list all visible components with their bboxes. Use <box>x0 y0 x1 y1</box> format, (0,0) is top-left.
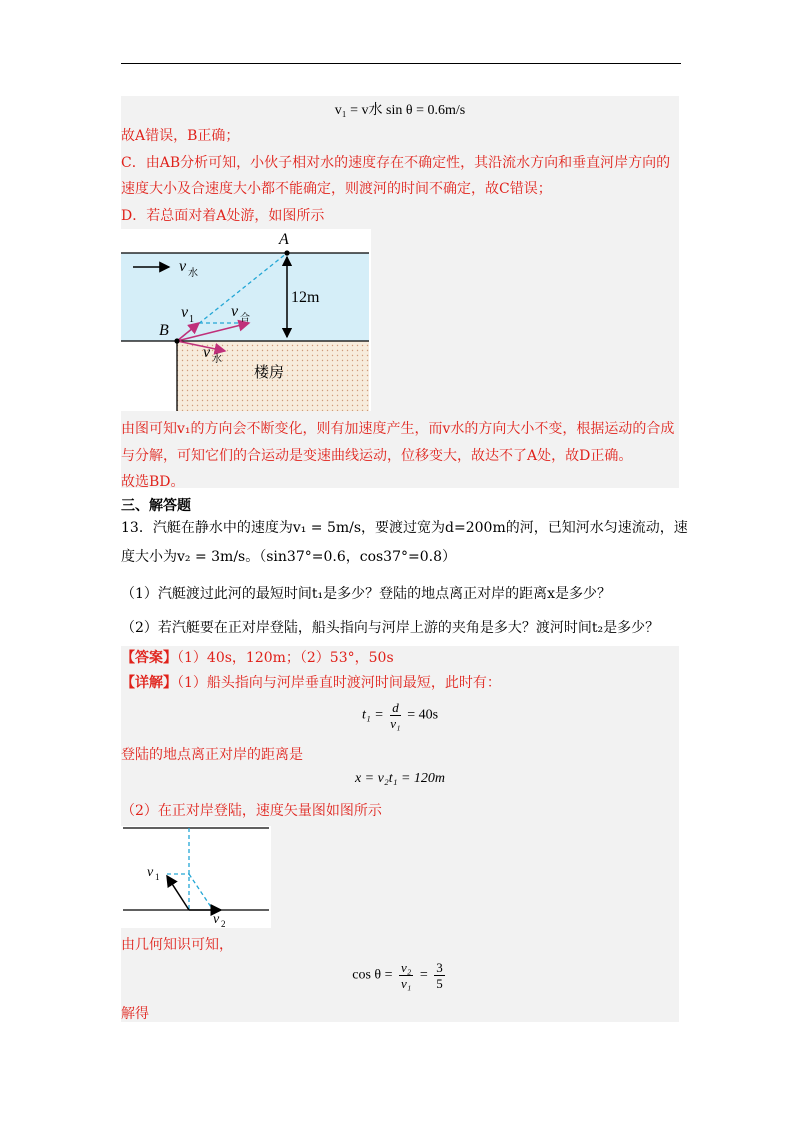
question-part-2: （2）若汽艇要在正对岸登陆，船头指向与河岸上游的夹角是多大？渡河时间t₂是多少？ <box>121 620 660 636</box>
equation-t1: t₁ = $\frac{d}{\text{v₁}}$ = 40s <box>361 700 439 731</box>
point-b-dot <box>174 338 179 343</box>
point-a-dot <box>284 250 289 255</box>
text-line: C．由AB分析可知，小伙子相对水的速度存在不确定性，其沿流水方向和垂直河岸方向的 <box>121 155 671 171</box>
question-line: 度大小为v₂ = 3m/s。（sin37°=0.6，cos37°=0.8） <box>121 549 456 565</box>
answer-text: （1）40s，120m；（2）53°，50s <box>177 650 394 666</box>
text-line: D．若总面对着A处游，如图所示 <box>121 208 325 224</box>
equation-cos: cos θ = $\frac{\text{v₂}}{\text{v₁}}$ = $\frac{3}{5}$ <box>352 960 443 991</box>
label-building: 楼房 <box>254 363 285 381</box>
label-12m: 12m <box>291 289 320 306</box>
label-b: B <box>159 322 169 339</box>
label-a: A <box>279 231 289 248</box>
river-diagram-1 <box>121 229 371 411</box>
equation-v1: v₁ = v水 sin θ = 0.6m/s <box>334 103 466 118</box>
question-part-1: （1）汽艇渡过此河的最短时间t₁是多少？登陆的地点离正对岸的距离x是多少？ <box>121 586 612 602</box>
vector-diagram-2 <box>121 826 271 928</box>
label-v2: v <box>213 912 220 927</box>
text-line: 登陆的地点离正对岸的距离是 <box>121 747 303 763</box>
label-v-he: v <box>231 303 239 320</box>
label-v-he-sub: 合 <box>240 313 250 324</box>
text-line: 故A错误，B正确； <box>121 128 240 144</box>
equation-x: x = v₂t₁ = 120m <box>354 771 446 786</box>
label-v-water: v <box>179 258 187 275</box>
text-line: 速度大小及合速度大小都不能确定，则渡河的时间不确定，故C错误； <box>121 181 552 197</box>
text-line: 由图可知v₁的方向会不断变化，则有加速度产生，而v水的方向大小不变，根据运动的合成 <box>121 421 675 437</box>
label-v-water-sub: 水 <box>188 268 198 279</box>
text-line: 解得 <box>121 1006 149 1022</box>
text-line: 由几何知识可知， <box>121 937 233 953</box>
label-v1: v <box>181 304 189 321</box>
text-line: （2）在正对岸登陆，速度矢量图如图所示 <box>121 803 382 819</box>
label-v1-sub: 1 <box>155 872 160 882</box>
label-v-water-2-sub: 水 <box>212 354 222 365</box>
detail-tag: 【详解】 <box>121 675 177 691</box>
text-line: 与分解，可知它们的合运动是变速曲线运动，位移变大，故达不了A处，故D正确。 <box>121 448 633 464</box>
detail-line <box>121 673 501 693</box>
label-v1-sub: 1 <box>189 314 194 325</box>
answer-line <box>121 648 394 668</box>
question-line: 13．汽艇在静水中的速度为v₁ = 5m/s，要渡过宽为d=200m的河，已知河水匀速流动，速 <box>121 520 688 536</box>
section-heading: 三、解答题 <box>121 498 191 514</box>
detail-text: （1）船头指向与河岸垂直时渡河时间最短，此时有： <box>177 675 501 691</box>
label-v1: v <box>147 865 154 880</box>
label-v-water-2: v <box>203 344 211 361</box>
header-rule <box>121 63 681 64</box>
label-v2-sub: 2 <box>221 919 226 928</box>
text-line: 故选BD。 <box>121 474 185 490</box>
answer-tag: 【答案】 <box>121 650 177 666</box>
